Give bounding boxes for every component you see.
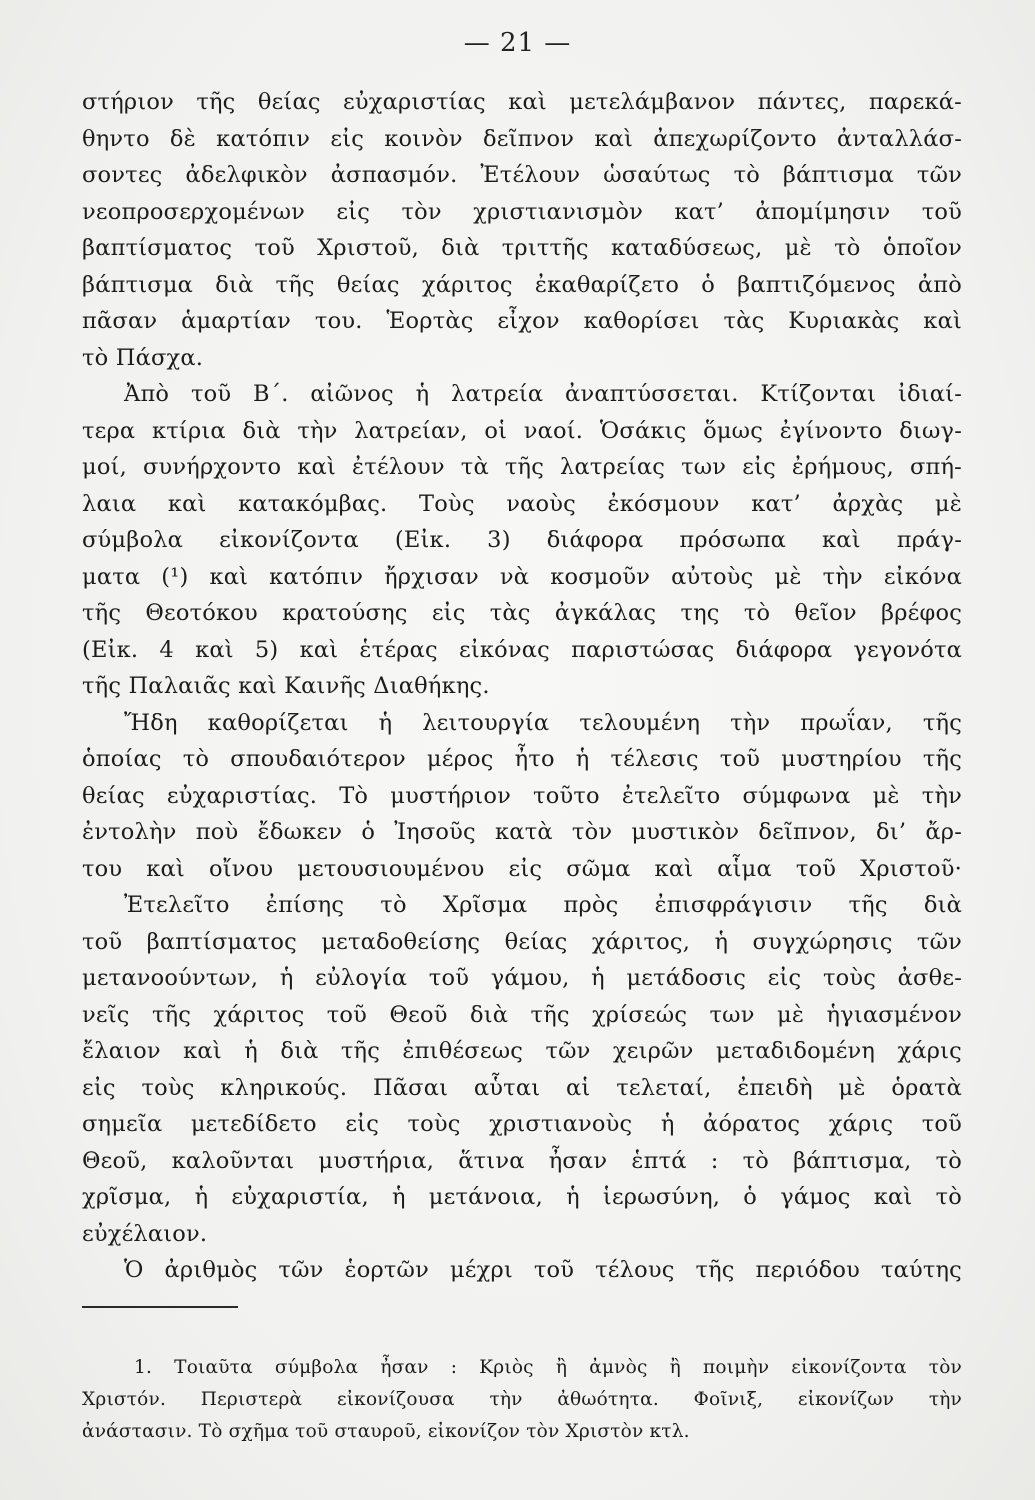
text-line: Ἀπὸ τοῦ Β΄. αἰῶνος ἡ λατρεία ἀναπτύσσεται. Κτίζονται ἰδιαί- xyxy=(124,381,962,407)
footnote-line: 1. Τοιαῦτα σύμβολα ἦσαν : Κριὸς ἢ ἀμνὸς ἢ ποιμὴν εἰκονίζοντα τὸν xyxy=(134,1357,962,1378)
text-line: ἔλαιον καὶ ἡ διὰ τῆς ἐπιθέσεως τῶν χειρῶν μεταδιδομένη χάρις xyxy=(82,1038,962,1064)
text-line: στήριον τῆς θείας εὐχαριστίας καὶ μετελάμβανον πάντες, παρεκά- xyxy=(82,89,962,115)
text-line: τῆς Θεοτόκου κρατούσης εἰς τὰς ἀγκάλας της τὸ θεῖον βρέφος xyxy=(82,600,962,626)
text-line: πᾶσαν ἁμαρτίαν του. Ἑορτὰς εἶχον καθορίσει τὰς Κυριακὰς καὶ xyxy=(82,308,962,334)
text-line: νεῖς τῆς χάριτος τοῦ Θεοῦ διὰ τῆς χρίσεώς των μὲ ἡγιασμένον xyxy=(82,1001,962,1028)
text-line: θείας εὐχαριστίας. Τὸ μυστήριον τοῦτο ἐτελεῖτο σύμφωνα μὲ τὴν xyxy=(82,782,962,809)
text-line: βαπτίσματος τοῦ Χριστοῦ, διὰ τριττῆς καταδύσεως, μὲ τὸ ὁποῖον xyxy=(82,235,962,261)
text-line: χρῖσμα, ἡ εὐχαριστία, ἡ μετάνοια, ἡ ἱερωσύνη, ὁ γάμος καὶ τὸ xyxy=(82,1184,962,1210)
text-line: Ἐτελεῖτο ἐπίσης τὸ Χρῖσμα πρὸς ἐπισφράγισιν τῆς διὰ xyxy=(124,892,962,918)
text-line: νεοπροσερχομένων εἰς τὸν χριστιανισμὸν κατ’ ἀπομίμησιν τοῦ xyxy=(82,198,962,225)
text-line: Ὁ ἀριθμὸς τῶν ἑορτῶν μέχρι τοῦ τέλους τῆς περιόδου ταύτης xyxy=(124,1257,962,1283)
text-line: μετανοούντων, ἡ εὐλογία τοῦ γάμου, ἡ μετάδοσις εἰς τοὺς ἀσθε- xyxy=(82,965,962,991)
text-line: μοί, συνήρχοντο καὶ ἐτέλουν τὰ τῆς λατρείας των εἰς ἐρήμους, σπή- xyxy=(82,454,962,480)
text-line: βάπτισμα διὰ τῆς θείας χάριτος ἐκαθαρίζετο ὁ βαπτιζόμενος ἀπὸ xyxy=(82,271,962,298)
text-line: (Εἰκ. 4 καὶ 5) καὶ ἑτέρας εἰκόνας παριστώσας διάφορα γεγονότα xyxy=(82,636,962,663)
text-line: λαια καὶ κατακόμβας. Τοὺς ναοὺς ἐκόσμουν κατ’ ἀρχὰς μὲ xyxy=(82,490,962,517)
text-line: εἰς τοὺς κληρικούς. Πᾶσαι αὗται αἱ τελεταί, ἐπειδὴ μὲ ὁρατὰ xyxy=(82,1074,962,1101)
page-number: — 21 — xyxy=(463,28,572,58)
text-line: τῆς Παλαιᾶς καὶ Καινῆς Διαθήκης. xyxy=(82,673,490,699)
text-line: ὁποίας τὸ σπουδαιότερον μέρος ἦτο ἡ τέλεσις τοῦ μυστηρίου τῆς xyxy=(82,746,962,772)
text-line: σοντες ἀδελφικὸν ἀσπασμόν. Ἐτέλουν ὡσαύτως τὸ βάπτισμα τῶν xyxy=(82,162,962,188)
footnotes xyxy=(82,1352,962,1448)
text-line: Ἤδη καθορίζεται ἡ λειτουργία τελουμένη τὴν πρωΐαν, τῆς xyxy=(124,709,962,736)
text-line: ἐντολὴν ποὺ ἔδωκεν ὁ Ἰησοῦς κατὰ τὸν μυστικὸν δεῖπνον, δι’ ἄρ- xyxy=(82,819,962,845)
text-line: Θεοῦ, καλοῦνται μυστήρια, ἅτινα ἦσαν ἑπτά : τὸ βάπτισμα, τὸ xyxy=(82,1147,962,1174)
body-text xyxy=(82,84,962,1289)
text-line: τερα κτίρια διὰ τὴν λατρείαν, οἱ ναοί. Ὁσάκις ὅμως ἐγίνοντο διωγ- xyxy=(82,417,962,444)
footnote-line: ἀνάστασιν. Τὸ σχῆμα τοῦ σταυροῦ, εἰκονίζον τὸν Χριστὸν κτλ. xyxy=(82,1421,690,1442)
text-line: σύμβολα εἰκονίζοντα (Εἰκ. 3) διάφορα πρόσωπα καὶ πράγ- xyxy=(82,527,962,553)
text-line: εὐχέλαιον. xyxy=(82,1220,208,1247)
text-line: του καὶ οἴνου μετουσιουμένου εἰς σῶμα καὶ αἷμα τοῦ Χριστοῦ· xyxy=(82,855,962,882)
text-line: ματα (¹) καὶ κατόπιν ἤρχισαν νὰ κοσμοῦν αὐτοὺς μὲ τὴν εἰκόνα xyxy=(82,563,962,590)
text-line: θηντο δὲ κατόπιν εἰς κοινὸν δεῖπνον καὶ ἀπεχωρίζοντο ἀνταλλάσ- xyxy=(82,125,962,152)
footnote-line: Χριστόν. Περιστερὰ εἰκονίζουσα τὴν ἀθωότητα. Φοῖνιξ, εἰκονίζων τὴν xyxy=(82,1389,962,1410)
footnote-divider xyxy=(82,1306,238,1308)
text-line: τοῦ βαπτίσματος μεταδοθείσης θείας χάριτος, ἡ συγχώρησις τῶν xyxy=(82,928,962,955)
text-line: σημεῖα μετεδίδετο εἰς τοὺς χριστιανοὺς ἡ ἀόρατος χάρις τοῦ xyxy=(82,1111,962,1137)
text-line: τὸ Πάσχα. xyxy=(82,344,204,371)
